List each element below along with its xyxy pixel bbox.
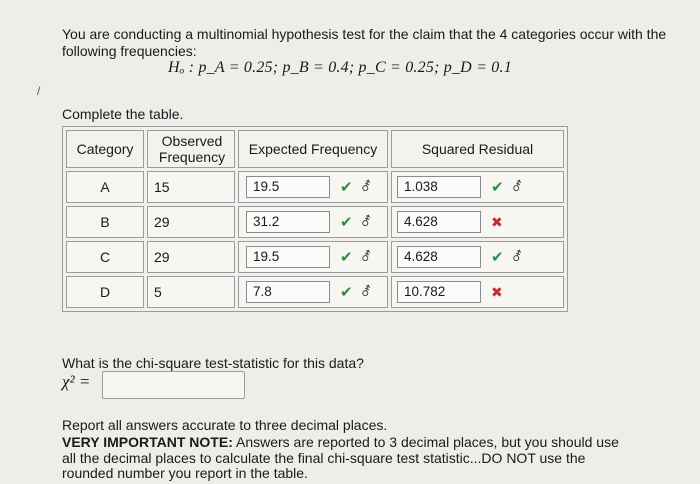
- question-text: What is the chi-square test-statistic for this data?: [62, 355, 364, 371]
- cross-icon: ✖: [491, 283, 503, 300]
- table-row: [66, 241, 564, 273]
- chi-square-label: χ² =: [62, 372, 91, 391]
- check-icon: ✔: [340, 214, 353, 231]
- residual-input[interactable]: 10.782: [397, 281, 481, 303]
- cell-observed: 29: [147, 241, 235, 273]
- table-row: [66, 171, 564, 203]
- cell-category: A: [66, 171, 144, 203]
- header-observed: Observed Frequency: [147, 130, 235, 168]
- residual-input[interactable]: 4.628: [397, 211, 481, 233]
- check-icon: ✔: [340, 179, 353, 196]
- cell-residual: [391, 276, 564, 308]
- expected-input[interactable]: 19.5: [246, 246, 330, 268]
- report-instruction: Report all answers accurate to three decimal places.: [62, 417, 388, 433]
- gender-symbol-icon[interactable]: ⚦: [360, 284, 372, 299]
- expected-input[interactable]: 7.8: [246, 281, 330, 303]
- cell-observed: 15: [147, 171, 235, 203]
- gender-symbol-icon[interactable]: ⚦: [360, 249, 372, 264]
- gender-symbol-icon[interactable]: ⚦: [360, 179, 372, 194]
- header-expected: Expected Frequency: [238, 130, 388, 168]
- cell-expected: [238, 206, 388, 238]
- chi-square-answer-input[interactable]: [102, 371, 245, 399]
- residual-input[interactable]: 1.038: [397, 176, 481, 198]
- cell-observed: 5: [147, 276, 235, 308]
- cell-category: D: [66, 276, 144, 308]
- table-row: [66, 276, 564, 308]
- null-hypothesis: Hₒ : p_A = 0.25; p_B = 0.4; p_C = 0.25; p_D = 0.1: [168, 59, 512, 76]
- expected-input[interactable]: 19.5: [246, 176, 330, 198]
- cell-expected: [238, 241, 388, 273]
- cell-expected: [238, 276, 388, 308]
- header-category: Category: [66, 130, 144, 168]
- check-icon: ✔: [491, 249, 504, 266]
- check-icon: ✔: [491, 179, 504, 196]
- cell-observed: 29: [147, 206, 235, 238]
- residual-input[interactable]: 4.628: [397, 246, 481, 268]
- check-icon: ✔: [340, 249, 353, 266]
- gender-symbol-icon[interactable]: ⚦: [511, 179, 523, 194]
- cross-icon: ✖: [491, 213, 503, 230]
- problem-prompt: You are conducting a multinomial hypothesis test for the claim that the 4 categories occur with the following frequencies:: [62, 26, 667, 59]
- cell-residual: [391, 171, 564, 203]
- table-body: [66, 171, 564, 308]
- cell-category: C: [66, 241, 144, 273]
- cell-residual: [391, 241, 564, 273]
- gender-symbol-icon[interactable]: ⚦: [511, 249, 523, 264]
- pen-mark: /: [37, 84, 41, 98]
- cell-category: B: [66, 206, 144, 238]
- gender-symbol-icon[interactable]: ⚦: [360, 214, 372, 229]
- check-icon: ✔: [340, 284, 353, 301]
- instruction-text: Complete the table.: [62, 106, 184, 122]
- table-row: [66, 206, 564, 238]
- important-label: VERY IMPORTANT NOTE:: [62, 434, 233, 450]
- important-note: [62, 435, 622, 482]
- cell-expected: [238, 171, 388, 203]
- frequency-table: [62, 126, 568, 312]
- header-residual: Squared Residual: [391, 130, 564, 168]
- important-text: Answers are reported to 3 decimal places, but you should use all the decimal places to calculate the final chi-square test statistic...DO NOT use the rounded number you report in the table.: [62, 434, 619, 481]
- expected-input[interactable]: 31.2: [246, 211, 330, 233]
- cell-residual: [391, 206, 564, 238]
